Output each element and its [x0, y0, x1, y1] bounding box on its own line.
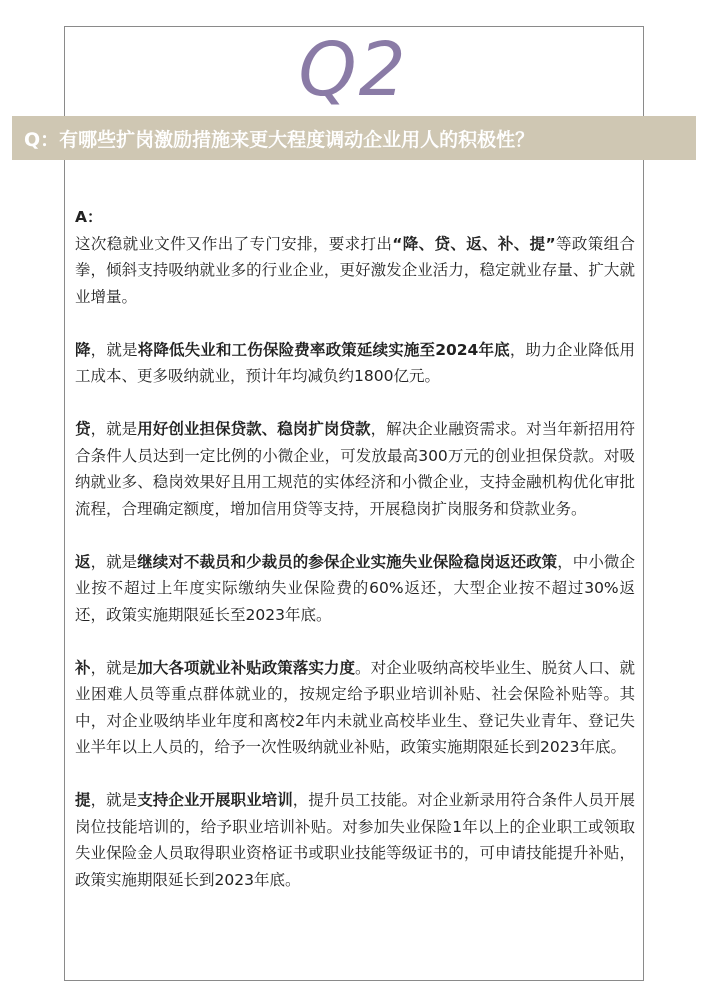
- policy-key: 贷: [75, 420, 91, 438]
- answer-body: [75, 204, 635, 893]
- policy-detail: 。对企业吸纳高校毕业生、脱贫人口、就业困难人员等重点群体就业的，按规定给予职业培训补贴、社会保险补贴等。其中，对企业吸纳毕业年度和离校2年内未就业高校毕业生、登记失业青年、登记失业半年以上人员的，给予一次性吸纳就业补贴，政策实施期限延长到2023年底。: [75, 658, 635, 756]
- policy-highlight: 加大各项就业补贴政策落实力度: [137, 658, 356, 677]
- intro-paragraph: [75, 231, 635, 311]
- q2-heading: Q2: [298, 27, 408, 113]
- policy-paragraph-jiang: [75, 337, 635, 390]
- policy-paragraph-fan: [75, 549, 635, 629]
- answer-label: A：: [75, 208, 103, 226]
- policy-paragraph-ti: [75, 787, 635, 893]
- policy-paragraph-bu: [75, 655, 635, 761]
- policy-detail: ，中小微企业按不超过上年度实际缴纳失业保险费的60%返还，大型企业按不超过30%返还，政策实施期限延长至2023年底。: [75, 552, 635, 624]
- policy-key: 补: [75, 658, 91, 677]
- policy-key: 提: [75, 791, 91, 809]
- policy-connector: ，就是: [90, 552, 138, 571]
- policy-highlight: 支持企业开展职业培训: [137, 791, 293, 809]
- policy-detail: ，解决企业融资需求。对当年新招用符合条件人员达到一定比例的小微企业，可发放最高300万元的创业担保贷款。对吸纳就业多、稳岗效果好且用工规范的实体经济和小微企业，支持金融机构优化审批流程，合理确定额度，增加信用贷等支持，开展稳岗扩岗服务和贷款业务。: [75, 420, 635, 518]
- policy-connector: ，就是: [90, 340, 138, 359]
- policy-detail: ，提升员工技能。对企业新录用符合条件人员开展岗位技能培训的，给予职业培训补贴。对参加失业保险1年以上的企业职工或领取失业保险金人员取得职业资格证书或职业技能等级证书的，可申请技能提升补贴，政策实施期限延长到2023年底。: [75, 791, 635, 889]
- intro-text-2: 等政策组合拳，倾斜支持吸纳就业多的行业企业，更好激发企业活力，稳定就业存量、扩大就业增量。: [75, 234, 635, 306]
- policy-highlight: 继续对不裁员和少裁员的参保企业实施失业保险稳岗返还政策: [137, 552, 558, 571]
- intro-policy-keywords: “降、贷、返、补、提”: [392, 234, 556, 253]
- policy-connector: ，就是: [90, 420, 138, 438]
- policy-highlight: 用好创业担保贷款、稳岗扩岗贷款: [137, 420, 371, 438]
- policy-connector: ，就是: [90, 658, 138, 677]
- question-text: Q：有哪些扩岗激励措施来更大程度调动企业用人的积极性？: [24, 128, 535, 151]
- policy-paragraph-dai: [75, 416, 635, 522]
- policy-key: 返: [75, 552, 91, 571]
- intro-text-1: 这次稳就业文件又作出了专门安排，要求打出: [75, 234, 393, 253]
- question-banner: [12, 116, 696, 160]
- policy-detail: ，助力企业降低用工成本、更多吸纳就业，预计年均减负约1800亿元。: [75, 340, 635, 385]
- policy-connector: ，就是: [90, 791, 138, 809]
- policy-key: 降: [75, 340, 91, 359]
- policy-highlight: 将降低失业和工伤保险费率政策延续实施至2024年底: [137, 340, 510, 359]
